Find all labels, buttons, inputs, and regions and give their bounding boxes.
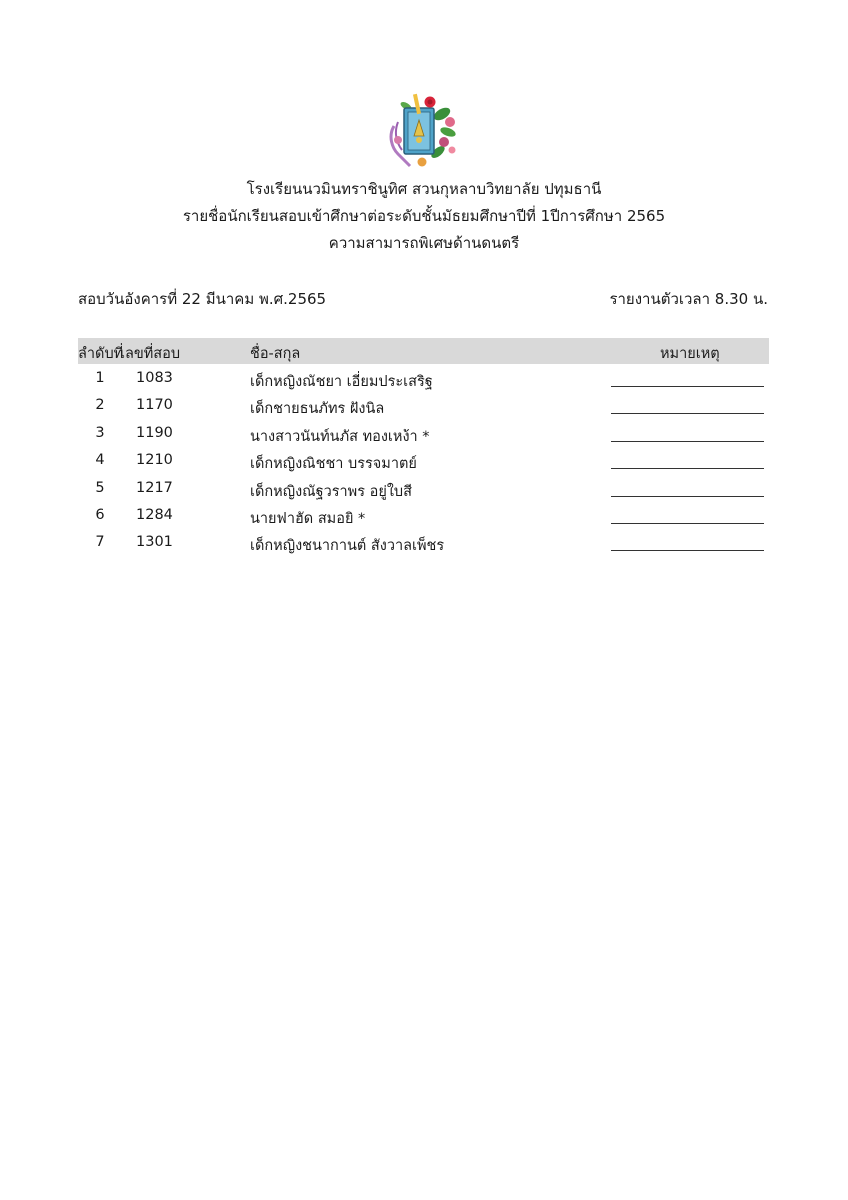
document-title: รายชื่อนักเรียนสอบเข้าศึกษาต่อระดับชั้นมัธยมศึกษาปีที่ 1ปีการศึกษา 2565: [182, 207, 666, 225]
table-row: [78, 503, 769, 530]
row-seq: 5: [95, 479, 105, 496]
note-line: [611, 550, 764, 551]
row-name: นางสาวนันท์นภัส ทองเหง้า *: [250, 428, 430, 445]
table-row: [78, 366, 769, 393]
row-seq: 2: [95, 397, 105, 414]
note-line: [611, 441, 764, 442]
row-name: นายฟาฮัด สมอยิ *: [250, 510, 366, 527]
school-name: โรงเรียนนวมินทราชินูทิศ สวนกุหลาบวิทยาลัย ปทุมธานี: [246, 180, 602, 198]
row-name: เด็กหญิงณิชชา บรรจมาตย์: [250, 456, 417, 473]
school-emblem: [386, 92, 460, 172]
note-line: [611, 523, 764, 524]
row-seq: 4: [95, 452, 105, 469]
header-note: หมายเหตุ: [660, 346, 720, 362]
row-exam-no: 1217: [136, 479, 173, 496]
table-row: [78, 393, 769, 420]
row-exam-no: 1190: [136, 424, 173, 441]
row-name: เด็กชายธนภัทร ฝังนิล: [250, 401, 385, 418]
row-seq: 7: [95, 534, 105, 551]
row-seq: 6: [95, 506, 105, 523]
row-exam-no: 1210: [136, 452, 173, 469]
header-name: ชื่อ-สกุล: [250, 346, 301, 362]
table-row: [78, 448, 769, 475]
report-time: รายงานตัวเวลา 8.30 น.: [609, 290, 768, 308]
note-line: [611, 468, 764, 469]
row-exam-no: 1170: [136, 397, 173, 414]
row-exam-no: 1301: [136, 534, 173, 551]
document-subtitle: ความสามารถพิเศษด้านดนตรี: [328, 234, 520, 252]
header-seq: ลำดับที่: [78, 346, 124, 362]
row-exam-no: 1083: [136, 370, 173, 386]
note-line: [611, 413, 764, 414]
note-line: [611, 386, 764, 387]
student-list: [78, 366, 769, 558]
table-row: [78, 530, 769, 557]
header-exam-no: เลขที่สอบ: [120, 346, 181, 362]
row-name: เด็กหญิงชนากานต์ สังวาลเพ็ชร: [250, 538, 445, 555]
note-line: [611, 496, 764, 497]
row-name: เด็กหญิงณัฐวราพร อยู่ใบสี: [250, 483, 412, 500]
row-seq: 3: [95, 424, 105, 441]
row-name: เด็กหญิงณัชยา เอี่ยมประเสริฐ: [250, 374, 433, 390]
row-seq: 1: [95, 370, 105, 386]
exam-date: สอบวันอังคารที่ 22 มีนาคม พ.ศ.2565: [78, 290, 327, 308]
table-row: [78, 476, 769, 503]
table-row: [78, 421, 769, 448]
table-header: [78, 338, 769, 364]
row-exam-no: 1284: [136, 506, 173, 523]
